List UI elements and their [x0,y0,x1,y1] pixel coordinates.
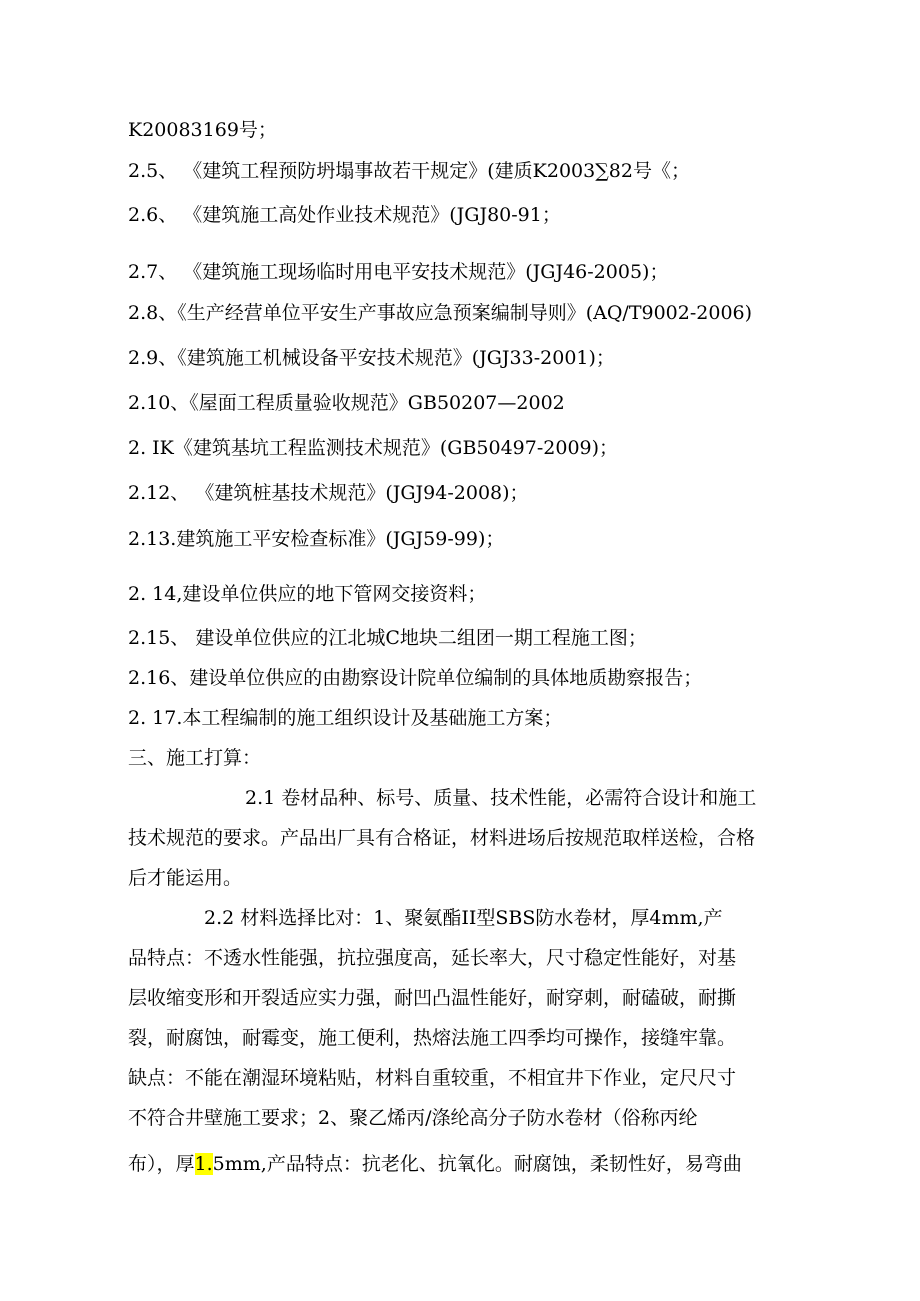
text-line: 缺点：不能在潮湿环境粘贴，材料自重较重，不相宜井下作业，定尺尺寸 [128,1067,737,1089]
text-line: 2. IK《建筑基坑工程监测技术规范》(GB50497-2009)； [128,437,619,459]
text-line: 2.16、建设单位供应的由勘察设计院单位编制的具体地质勘察报告； [128,667,703,689]
text-line: 裂，耐腐蚀，耐霉变，施工便利，热熔法施工四季均可操作，接缝牢靠。 [128,1027,737,1049]
text-line: 2. 14,建设单位供应的地下管网交接资料； [128,583,487,605]
text-line: 2.5、 《建筑工程预防坍塌事故若干规定》(建质K2003∑82号《； [128,160,690,182]
text-line: 2.8、《生产经营单位平安生产事故应急预案编制导则》(AQ/T9002-2006) [128,302,753,324]
text-line: 后才能运用。 [128,867,243,889]
text-line [128,1152,742,1176]
text-line: 不符合井壁施工要求；2、聚乙烯丙/涤纶高分子防水卷材（俗称丙纶 [128,1107,698,1129]
text-line: 2.13.建筑施工平安检查标准》(JGJ59-99)； [128,528,505,550]
section-heading: 三、施工打算： [128,747,262,769]
text-segment: 布），厚 [128,1153,195,1175]
text-segment: 5mm,产品特点：抗老化、抗氧化。耐腐蚀，柔韧性好，易弯曲 [212,1153,742,1175]
text-line: 品特点：不透水性能强，抗拉强度高，延长率大，尺寸稳定性能好，对基 [128,947,737,969]
text-line: 2. 17.本工程编制的施工组织设计及基础施工方案； [128,707,563,729]
text-line: 2.10、《屋面工程质量验收规范》GB50207—2002 [128,392,565,414]
text-line: 2.1 卷材品种、标号、质量、技术性能，必需符合设计和施工 [245,787,757,809]
text-line: 2.15、 建设单位供应的江北城C地块二组团一期工程施工图； [128,627,647,649]
text-line: K20083169号； [128,119,277,141]
highlighted-text: 1. [194,1153,213,1175]
text-line: 2.6、 《建筑施工高处作业技术规范》(JGJ80-91； [128,204,561,226]
text-line: 2.12、 《建筑桩基技术规范》(JGJ94-2008)； [128,482,529,504]
text-line: 技术规范的要求。产品出厂具有合格证，材料进场后按规范取样送检，合格 [128,827,756,849]
text-line: 2.7、 《建筑施工现场临时用电平安技术规范》(JGJ46-2005)； [128,261,669,283]
text-line: 2.9、《建筑施工机械设备平安技术规范》(JGJ33-2001)； [128,347,615,369]
text-line: 层收缩变形和开裂适应实力强，耐凹凸温性能好，耐穿刺，耐磕破，耐撕 [128,987,737,1009]
text-line: 2.2 材料选择比对：1、聚氨酯II型SBS防水卷材，厚4mm,产 [204,907,723,929]
